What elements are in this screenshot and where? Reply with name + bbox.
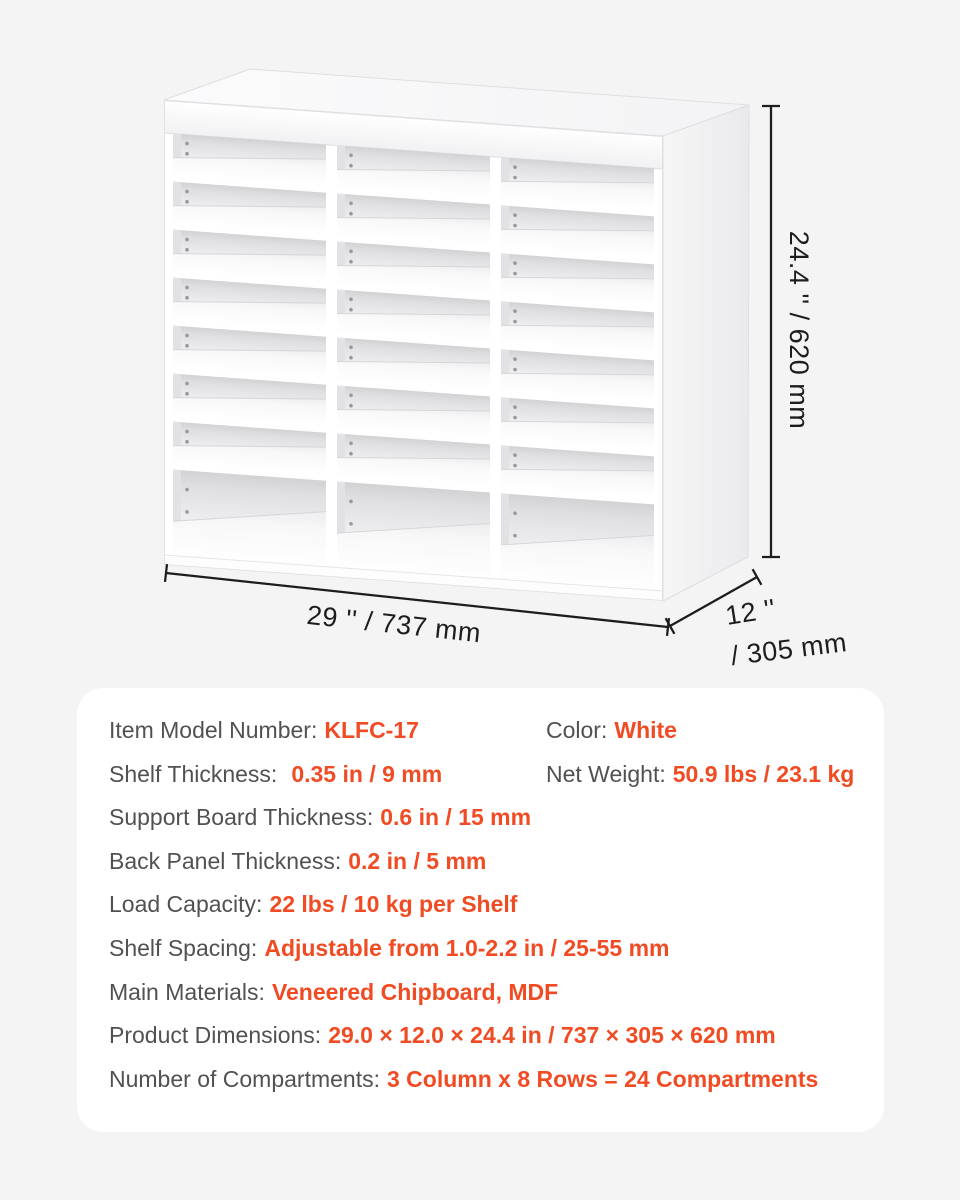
spec-item-back-panel-thickness — [109, 840, 884, 884]
spec-row — [109, 1014, 884, 1058]
spec-label-back-panel-thickness: Back Panel Thickness: — [109, 847, 342, 874]
spec-value-back-panel-thickness: 0.2 in / 5 mm — [348, 847, 487, 874]
spec-label-color: Color: — [546, 717, 608, 743]
spec-value-net-weight: 50.9 lbs / 23.1 kg — [672, 760, 855, 787]
spec-value-main-materials: Veneered Chipboard, MDF — [271, 978, 559, 1005]
spec-label-product-dimensions: Product Dimensions: — [109, 1022, 322, 1049]
spec-label-load-capacity: Load Capacity: — [109, 891, 263, 918]
spec-row — [109, 927, 884, 971]
spec-item-main-materials — [109, 971, 884, 1015]
spec-value-number-of-compartments: 3 Column x 8 Rows = 24 Compartments — [386, 1065, 819, 1092]
spec-value-shelf-thickness: 0.35 in / 9 mm — [291, 760, 443, 787]
shelf-compartments — [173, 134, 654, 591]
depth-dimension-label-inches: 12 '' — [723, 593, 778, 631]
spec-value-support-board-thickness: 0.6 in / 15 mm — [380, 804, 532, 831]
shelf-right-face — [663, 105, 749, 601]
spec-value-product-dimensions: 29.0 × 12.0 × 24.4 in / 737 × 305 × 620 mm — [328, 1022, 776, 1049]
spec-value-load-capacity: 22 lbs / 10 kg per Shelf — [269, 891, 518, 918]
spec-item-shelf-thickness — [109, 753, 546, 797]
depth-dimension-label-mm: / 305 mm — [729, 627, 849, 672]
spec-item-product-dimensions — [109, 1014, 884, 1058]
spec-label-support-board-thickness: Support Board Thickness: — [109, 804, 374, 831]
spec-row — [109, 709, 884, 753]
width-dimension-label: 29 '' / 737 mm — [305, 599, 483, 649]
spec-item-support-board-thickness — [109, 796, 884, 840]
spec-row — [109, 840, 884, 884]
spec-label-main-materials: Main Materials: — [109, 978, 265, 1005]
height-dimension-line — [762, 106, 780, 557]
spec-label-shelf-spacing: Shelf Spacing: — [109, 934, 258, 961]
spec-row — [109, 971, 884, 1015]
spec-value-shelf-spacing: Adjustable from 1.0-2.2 in / 25-55 mm — [264, 934, 670, 961]
spec-label-number-of-compartments: Number of Compartments: — [109, 1065, 380, 1092]
spec-item-load-capacity — [109, 883, 884, 927]
spec-row — [109, 753, 884, 797]
spec-row — [109, 1058, 884, 1102]
spec-value-item-model: KLFC-17 — [324, 717, 419, 743]
spec-row — [109, 883, 884, 927]
spec-panel — [77, 688, 884, 1132]
spec-item-number-of-compartments — [109, 1058, 884, 1102]
spec-label-shelf-thickness: Shelf Thickness: — [109, 760, 278, 787]
spec-item-model-number — [109, 709, 546, 753]
spec-item-color — [546, 709, 884, 753]
spec-item-net-weight — [546, 753, 884, 797]
spec-row — [109, 796, 884, 840]
height-dimension-label: 24.4 '' / 620 mm — [784, 230, 814, 430]
spec-label-net-weight: Net Weight: — [546, 760, 666, 787]
spec-value-color: White — [614, 717, 677, 743]
shelf-front-face — [164, 100, 663, 601]
spec-item-shelf-spacing — [109, 927, 884, 971]
spec-label-item-model: Item Model Number: — [109, 717, 318, 743]
